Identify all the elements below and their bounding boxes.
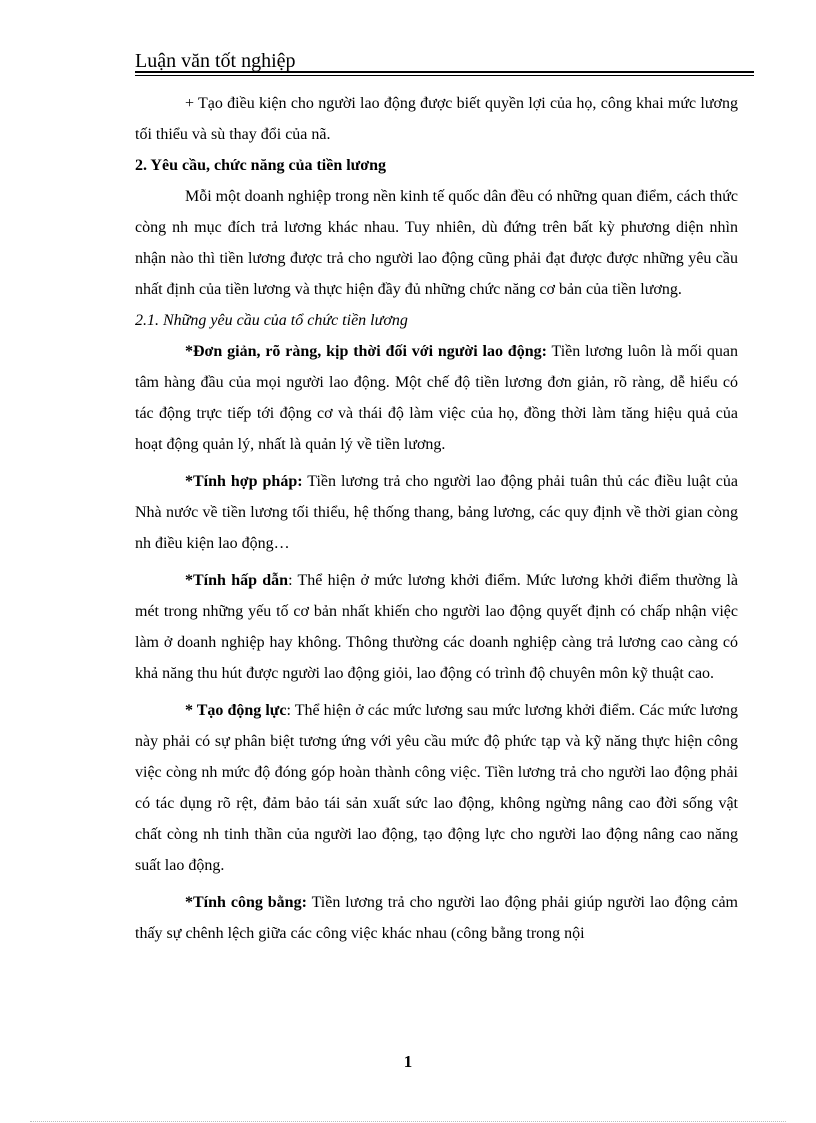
item-don-gian [135,336,738,460]
item-hap-dan [135,565,738,689]
item-term: *Tính hấp dẫn [185,572,289,589]
item-hop-phap [135,466,738,559]
item-term: *Tính công bằng: [185,894,307,911]
item-dong-luc [135,695,738,881]
item-text: Tiền lương luôn là mối quan tâm hàng đầu của mọi người lao động. Một chế độ tiền lương đơn giản, rõ ràng, dễ hiểu có tác động trực tiếp tới động cơ và thái độ làm việc của họ, đồng thời làm tăng hiệu quả của hoạt động quản lý, nhất là quản lý về tiền lương. [135,343,738,453]
paragraph-yeu-cau: Mỗi một doanh nghiệp trong nền kinh tế quốc dân đều có những quan điểm, cách thức còng nh mục đích trả lương khác nhau. Tuy nhiên, dù đứng trên bất kỳ phương diện nhìn nhận nào thì tiền lương được trả cho người lao động cũng phải đạt được được những yêu cầu nhất định của tiền lương và thực hiện đầy đủ những chức năng cơ bản của tiền lương. [135,188,738,298]
page-number: 1 [403,1052,413,1071]
section-heading-2: 2. Yêu cầu, chức năng của tiền lương [135,157,387,174]
body-text [135,88,738,949]
header-title: Luận văn tốt nghiệp [135,50,296,72]
item-text: Tiền lương trả cho người lao động phải giúp người lao động cảm thấy sự chênh lệch giữa các công việc khác nhau (công bằng trong nội [135,894,738,942]
item-term: *Đơn giản, rõ ràng, kịp thời đối với người lao động: [185,343,547,360]
item-term: * Tạo động lực [185,702,287,719]
section-heading-2-1: 2.1. Những yêu cầu của tổ chức tiền lương [135,312,408,329]
item-text: : Thể hiện ở mức lương khởi điểm. Mức lương khởi điểm thường là mét trong những yếu tố cơ bản nhất khiến cho người lao động quyết định có chấp nhận việc làm ở doanh nghiệp hay không. Thông thường các doanh nghiệp càng trả lương cao càng có khả năng thu hút được người lao động giỏi, lao động có trình độ chuyên môn kỹ thuật cao. [135,572,738,682]
paragraph-intro: + Tạo điều kiện cho người lao động được biết quyền lợi của họ, công khai mức lương tối thiểu và sù thay đổi của nã. [135,95,738,143]
item-cong-bang [135,887,738,949]
header-rule-thick [135,71,754,73]
item-text: : Thể hiện ở các mức lương sau mức lương khởi điểm. Các mức lương này phải có sự phân biệt tương ứng với yêu cầu mức độ phức tạp và kỹ năng thực hiện công việc còng nh mức độ đóng góp hoàn thành công việc. Tiền lương trả cho người lao động phải có tác dụng rõ rệt, đảm bảo tái sản xuất sức lao động, không ngừng nâng cao đời sống vật chất còng nh tinh thần của người lao động, tạo động lực cho người lao động nâng cao năng suất lao động. [135,702,739,874]
item-term: *Tính hợp pháp: [185,473,303,490]
item-text: Tiền lương trả cho người lao động phải tuân thủ các điều luật của Nhà nước về tiền lương tối thiểu, hệ thống thang, bảng lương, các quy định về thời gian còng nh điều kiện lao động… [135,473,739,552]
header-rule-thin [135,75,754,76]
page-bottom-border [30,1121,786,1122]
